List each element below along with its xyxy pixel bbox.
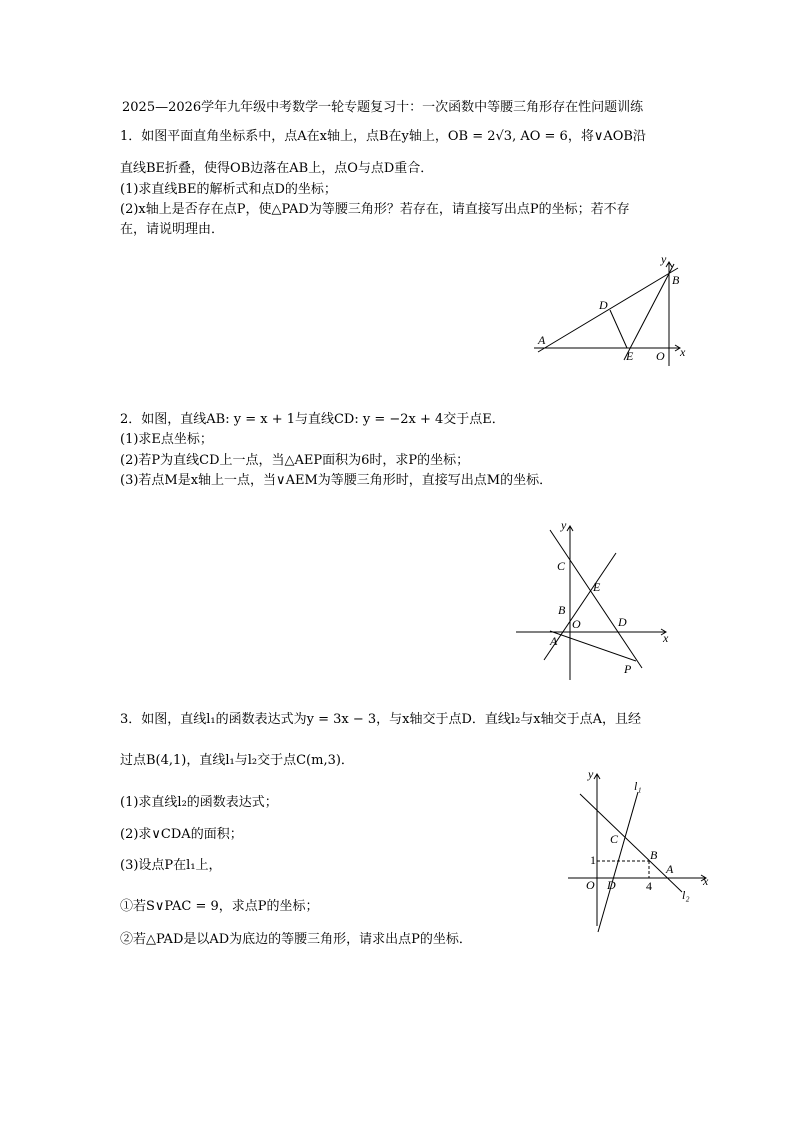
label-a: A <box>666 862 674 876</box>
problem-3-sub-2: ②若△PAD是以AD为底边的等腰三角形，请求出点P的坐标． <box>120 932 472 947</box>
label-b: B <box>672 273 680 287</box>
problem-1-line-2: 直线BE折叠，使得OB边落在AB上，点O与点D重合． <box>120 161 434 176</box>
label-x: x <box>680 345 686 359</box>
label-d: D <box>607 878 616 892</box>
label-p: P <box>624 662 632 676</box>
problem-3-part-3: (3)设点P在l₁上， <box>120 858 222 873</box>
label-o: O <box>586 878 595 892</box>
label-l2: l₂ <box>682 888 690 902</box>
problem-2-line-1: 2．如图，直线AB: y = x + 1与直线CD: y = −2x + 4交于点E． <box>120 412 505 427</box>
label-e: E <box>626 349 634 363</box>
line-l1 <box>598 792 638 932</box>
label-d: D <box>618 615 627 629</box>
label-4: 4 <box>646 879 652 893</box>
label-o: O <box>572 617 581 631</box>
label-y: y <box>561 518 567 532</box>
problem-2-figure <box>510 518 680 683</box>
label-a: A <box>538 333 546 347</box>
label-c: C <box>610 832 619 846</box>
problem-3-figure <box>560 768 720 938</box>
problem-3-sub-1: ①若S∨PAC = 9，求点P的坐标； <box>120 899 319 914</box>
document-title: 2025—2026学年九年级中考数学一轮专题复习十：一次函数中等腰三角形存在性问题训练 <box>122 100 644 115</box>
label-c: C <box>557 559 566 573</box>
problem-1-line-5: 在，请说明理由． <box>120 222 225 237</box>
problem-1-line-1: 1．如图平面直角坐标系中，点A在x轴上，点B在y轴上，OB = 2√3, AO = 6，将∨AOB沿 <box>120 129 646 144</box>
problem-1-figure <box>530 248 700 368</box>
problem-1-part-1: (1)求直线BE的解析式和点D的坐标； <box>120 182 337 197</box>
label-x: x <box>663 631 669 645</box>
problem-3-part-2: (2)求∨CDA的面积； <box>120 827 243 842</box>
label-e: E <box>593 580 601 594</box>
label-d: D <box>599 298 608 312</box>
problem-2-part-1: (1)求E点坐标； <box>120 432 213 447</box>
label-b: B <box>650 848 658 862</box>
label-1: 1 <box>590 853 596 867</box>
problem-3-line-1: 3．如图，直线l₁的函数表达式为y = 3x − 3，与x轴交于点D．直线l₂与x轴交于点A，且经 <box>120 712 642 727</box>
label-l1: l₁ <box>634 779 642 793</box>
problem-2-part-2: (2)若P为直线CD上一点，当△AEP面积为6时，求P的坐标； <box>120 453 470 468</box>
label-y: y <box>661 252 667 266</box>
line-be <box>624 264 674 360</box>
segment-de <box>610 310 627 348</box>
label-b: B <box>558 603 566 617</box>
problem-1-part-2: (2)x轴上是否存在点P，使△PAD为等腰三角形？若存在，请直接写出点P的坐标；若不存 <box>120 202 630 217</box>
label-a: A <box>550 634 558 648</box>
label-x: x <box>703 874 709 888</box>
line-l2 <box>580 794 682 892</box>
label-o: O <box>656 349 665 363</box>
problem-3-part-1: (1)求直线l₂的函数表达式； <box>120 795 278 810</box>
problem-3-line-2: 过点B(4,1)，直线l₁与l₂交于点C(m,3)． <box>120 753 354 768</box>
segment-ap <box>550 631 636 661</box>
problem-2-part-3: (3)若点M是x轴上一点，当∨AEM为等腰三角形时，直接写出点M的坐标． <box>120 473 553 488</box>
label-y: y <box>588 768 594 781</box>
line-ab <box>538 268 678 352</box>
